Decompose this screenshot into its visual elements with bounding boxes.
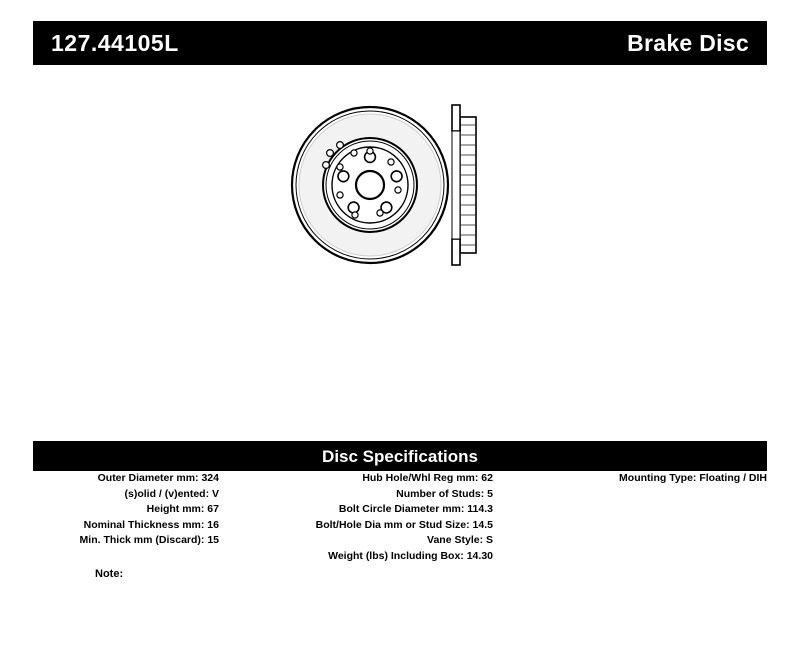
part-number: 127.44105L bbox=[51, 29, 179, 56]
spec-line: Bolt/Hole Dia mm or Stud Size: 14.5 bbox=[315, 518, 493, 531]
spec-column-right bbox=[493, 471, 767, 487]
spec-column-left bbox=[33, 471, 219, 549]
spec-line: Mounting Type: Floating / DIH bbox=[619, 472, 767, 484]
spec-line: Outer Diameter mm: 324 bbox=[97, 472, 219, 484]
spec-line: Vane Style: S bbox=[427, 534, 493, 546]
page-title: Brake Disc bbox=[627, 29, 749, 56]
spec-line: Height mm: 67 bbox=[146, 503, 219, 515]
product-drawing bbox=[270, 95, 540, 285]
spec-line: Number of Studs: 5 bbox=[396, 487, 493, 500]
note-label: Note: bbox=[95, 568, 124, 580]
note-row bbox=[33, 568, 767, 580]
spec-line: Min. Thick mm (Discard): 15 bbox=[79, 534, 219, 546]
spec-line: Bolt Circle Diameter mm: 114.3 bbox=[338, 503, 493, 515]
spec-line: Weight (lbs) Including Box: 14.30 bbox=[328, 549, 493, 562]
spec-line: Nominal Thickness mm: 16 bbox=[83, 518, 219, 531]
spec-body bbox=[33, 471, 767, 564]
spec-column-middle bbox=[219, 471, 493, 564]
header-bar bbox=[33, 21, 767, 65]
spec-line: Hub Hole/Whl Reg mm: 62 bbox=[362, 472, 493, 484]
rotor-edge-view bbox=[452, 105, 476, 265]
spec-line: (s)olid / (v)ented: V bbox=[124, 487, 219, 500]
rotor-face-view bbox=[292, 107, 448, 263]
spec-section-title: Disc Specifications bbox=[33, 442, 767, 471]
